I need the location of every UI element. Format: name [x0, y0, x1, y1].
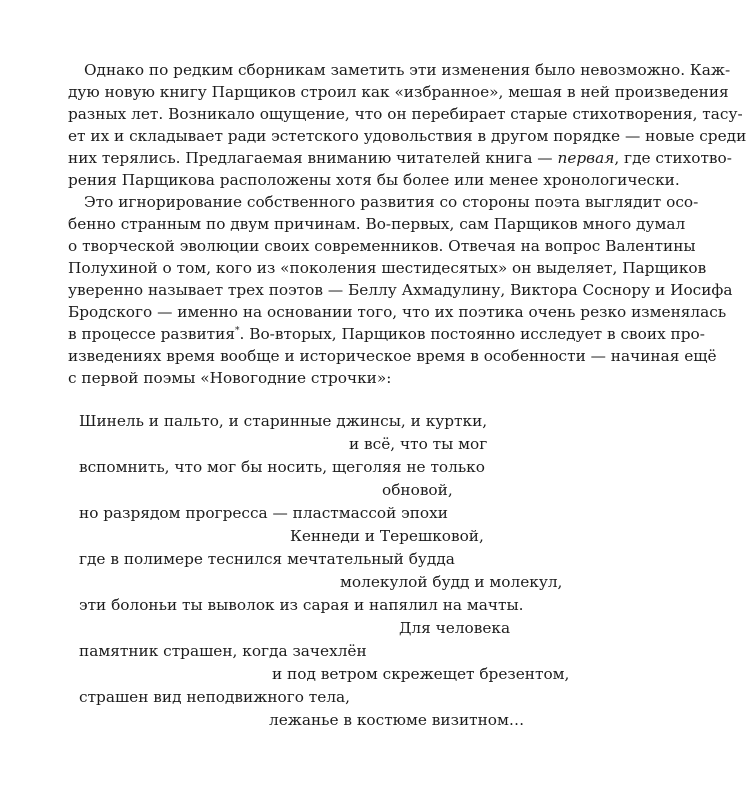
paragraph-1-line-4: ет их и складывает ради эстетского удовольствия в другом порядке — новые среди	[68, 127, 746, 145]
paragraph-1-line-3: разных лет. Возникало ощущение, что он перебирает старые стихотворения, тасу-	[68, 105, 743, 123]
verse-line: но разрядом прогресса — пластмассой эпохи	[79, 504, 448, 522]
verse-line: лежанье в костюме визитном…	[269, 711, 525, 729]
paragraph-1-line-5-end: , где стихотво-	[614, 149, 732, 167]
verse-line: памятник страшен, когда зачехлён	[79, 642, 367, 660]
paragraph-2-line-3: о творческой эволюции своих современников. Отвечая на вопрос Валентины	[68, 237, 696, 255]
paragraph-2-after-mark: .	[239, 325, 250, 343]
paragraph-2-line-2: бенно странным по двум причинам. Во-первых, сам Парщиков много думал	[68, 215, 686, 233]
paragraph-1-line-5-start: них терялись. Предлагаемая вниманию читателей книга —	[68, 149, 558, 167]
paragraph-2-line-7-start: в процессе развития	[68, 325, 235, 343]
paragraph-1-emphasis: первая	[557, 149, 615, 167]
verse-line: вспомнить, что мог бы носить, щеголяя не только	[79, 458, 485, 476]
paragraph-2-line-9: с первой поэмы «Новогодние строчки»:	[68, 369, 392, 387]
paragraph-1-line-2: дую новую книгу Парщиков строил как «избранное», мешая в ней произведения	[68, 83, 729, 101]
paragraph-2-line-5: уверенно называет трех поэтов — Беллу Ахмадулину, Виктора Соснору и Иосифа	[68, 281, 733, 299]
paragraph-1-line-1: Однако по редким сборникам заметить эти изменения было невозможно. Каж-	[84, 61, 731, 79]
paragraph-2-line-7-end: Во-вторых, Парщиков постоянно исследует в своих про-	[249, 325, 705, 343]
verse-line: Кеннеди и Терешковой,	[290, 527, 484, 545]
verse-line: Шинель и пальто, и старинные джинсы, и куртки,	[79, 412, 488, 430]
verse-line: и всё, что ты мог	[349, 435, 488, 453]
paragraph-2-line-6: Бродского — именно на основании того, что их поэтика очень резко изменялась	[68, 303, 727, 321]
paragraph-2-line-8: изведениях время вообще и историческое время в особенности — начиная ещё	[68, 347, 717, 365]
paragraph-1-line-5	[68, 147, 732, 169]
paragraph-2-line-7	[68, 323, 705, 345]
paragraph-2-line-4: Полухиной о том, кого из «поколения шестидесятых» он выделяет, Парщиков	[68, 259, 707, 277]
verse-line: обновой,	[382, 481, 453, 499]
verse-line: страшен вид неподвижного тела,	[79, 688, 351, 706]
paragraph-1-line-6: рения Парщикова расположены хотя бы более или менее хронологически.	[68, 171, 680, 189]
verse-line: где в полимере теснился мечтательный будда	[79, 550, 455, 568]
verse-line: эти болоньи ты выволок из сарая и напялил на мачты.	[79, 596, 524, 614]
paragraph-2-line-1: Это игнорирование собственного развития со стороны поэта выглядит осо-	[84, 193, 699, 211]
footnote-reference: *	[234, 325, 240, 336]
verse-line: и под ветром скрежещет брезентом,	[272, 665, 570, 683]
verse-line: Для человека	[399, 619, 511, 637]
verse-line: молекулой будд и молекул,	[340, 573, 563, 591]
